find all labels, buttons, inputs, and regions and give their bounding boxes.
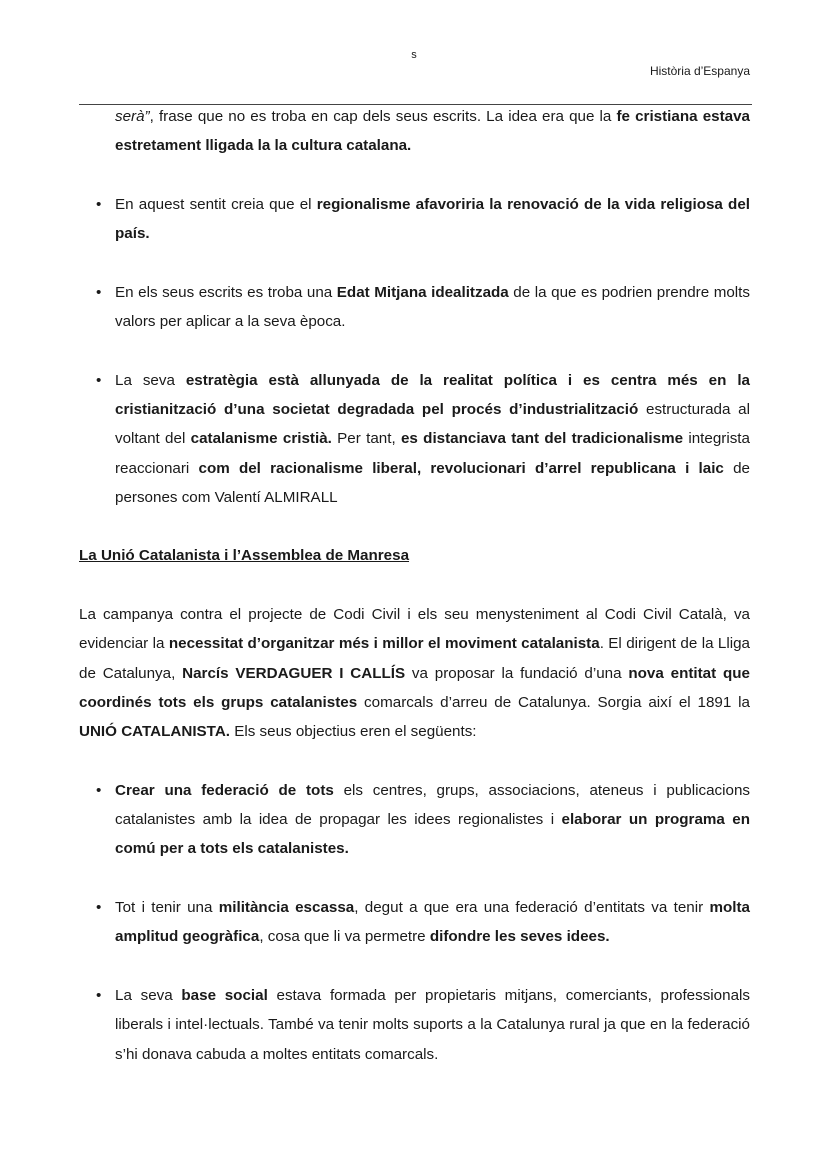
bullet-icon: • bbox=[96, 781, 102, 799]
bullet-icon: • bbox=[96, 195, 102, 213]
bullet-item bbox=[79, 981, 750, 1069]
text: Per tant, bbox=[331, 430, 401, 448]
bold-text: Narcís VERDAGUER I CALLÍS bbox=[182, 664, 406, 682]
bold-text: nova entitat que coordinés tots els grups catalanistes bbox=[79, 664, 750, 711]
bold-text: fe cristiana estava estretament lligada la la cultura catalana. bbox=[115, 108, 750, 155]
text: va proposar la fundació d’una bbox=[405, 664, 629, 682]
text: La seva bbox=[115, 371, 186, 389]
bullet-icon: • bbox=[96, 899, 102, 917]
text: de persones com Valentí ALMIRALL bbox=[115, 459, 750, 506]
bold-text: estratègia està allunyada de la realitat política i es centra més en la cristianització d’una societat degradada pel procés d’industrialització bbox=[115, 371, 750, 418]
text: , frase que no es troba en cap dels seus escrits. La idea era que la bbox=[149, 108, 617, 125]
text: La campanya contra el projecte de Codi Civil i els seu menysteniment al Codi Civil Català, va evidenciar la bbox=[79, 606, 750, 653]
bold-text: difondre les seves idees. bbox=[429, 928, 610, 946]
paragraph bbox=[79, 600, 750, 746]
text: , degut a que era una federació d’entitats va tenir bbox=[354, 899, 710, 917]
text: , cosa que li va permetre bbox=[259, 928, 430, 946]
bold-text: base social bbox=[181, 986, 268, 1004]
document-body bbox=[79, 102, 750, 1098]
text: integrista reaccionari bbox=[115, 430, 750, 477]
bold-text: es distanciava tant del tradicionalisme bbox=[400, 430, 684, 448]
text: estructurada al voltant del bbox=[115, 400, 750, 448]
text: Tot i tenir una bbox=[115, 899, 219, 917]
bullet-item bbox=[79, 366, 750, 512]
bold-text: catalanisme cristià. bbox=[190, 430, 332, 448]
text: comarcals d’arreu de Catalunya. Sorgia així el 1891 la bbox=[357, 693, 751, 711]
bullet-item bbox=[79, 893, 750, 952]
section-heading bbox=[79, 541, 750, 570]
text: . El dirigent de la Lliga de Catalunya, bbox=[79, 635, 750, 682]
text: estava formada per propietaris mitjans, comerciants, professionals liberals i intel·lectuals. També va tenir molts suports a la Catalunya rural ja que en la federació s’hi donava cabuda a moltes entitats comarcals. bbox=[115, 986, 750, 1063]
bold-text: militància escassa bbox=[218, 899, 355, 917]
bullet-item bbox=[79, 278, 750, 337]
italic-text: serà” bbox=[115, 108, 150, 125]
bullet-item bbox=[79, 776, 750, 864]
running-header-title: Història d’Espanya bbox=[649, 64, 750, 78]
bullet-icon: • bbox=[96, 371, 102, 389]
bold-text: com del racionalisme liberal, revolucionari d’arrel republicana i laic bbox=[198, 459, 724, 477]
bold-text: necessitat d’organitzar més i millor el moviment catalanista bbox=[168, 635, 600, 653]
bold-text: regionalisme afavoriria la renovació de la vida religiosa del país. bbox=[115, 195, 750, 243]
text: de la que es podrien prendre molts valors per aplicar a la seva època. bbox=[115, 283, 750, 331]
text: La Unió Catalanista i l’Assemblea de Manresa bbox=[79, 547, 410, 565]
bold-text: Edat Mitjana idealitzada bbox=[336, 283, 509, 301]
bold-text: elaborar un programa en comú per a tots els catalanistes. bbox=[115, 811, 751, 858]
text: els centres, grups, associacions, ateneus i publicacions catalanistes amb la idea de propagar les idees regionalistes i bbox=[115, 781, 750, 829]
text: En els seus escrits es troba una bbox=[115, 283, 337, 301]
bullet-icon: • bbox=[96, 986, 102, 1004]
bold-text: UNIÓ CATALANISTA. bbox=[79, 723, 231, 741]
bullet-icon: • bbox=[96, 283, 102, 301]
bold-text: molta amplitud geogràfica bbox=[115, 899, 750, 946]
bullet-continuation bbox=[79, 102, 750, 161]
bullet-item bbox=[79, 190, 750, 249]
text: Els seus objectius eren el següents: bbox=[230, 723, 477, 741]
text: La seva bbox=[115, 986, 182, 1004]
page-number: s bbox=[411, 49, 417, 61]
bold-text: Crear una federació de tots bbox=[115, 781, 334, 799]
text: En aquest sentit creia que el bbox=[115, 195, 317, 213]
